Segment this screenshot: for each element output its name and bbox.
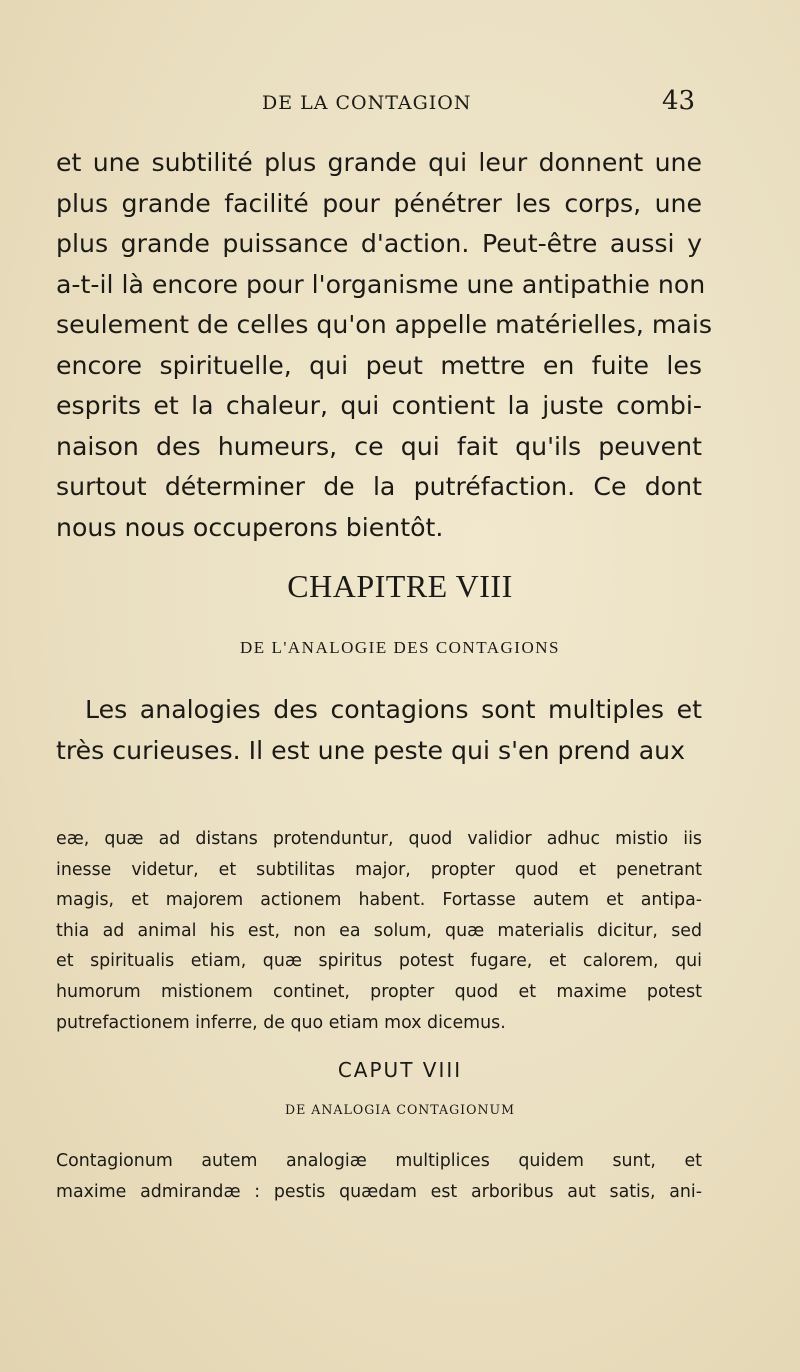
text-line: très curieuses. Il est une peste qui s'en prend aux <box>56 735 686 765</box>
text-line: encore spirituelle, qui peut mettre en fuite les <box>56 350 702 380</box>
running-head: DE LA CONTAGION <box>262 92 472 114</box>
text-line: humorum mistionem continet, propter quod et maxime potest <box>56 981 702 1002</box>
latin-chapter-title: CAPUT VIII <box>337 1058 463 1082</box>
text-line: a-t-il là encore pour l'organisme une antipathie non <box>56 269 706 299</box>
text-line: seulement de celles qu'on appelle matérielles, mais <box>56 310 712 339</box>
latin-chapter-subtitle: DE ANALOGIA CONTAGIONUM <box>285 1102 515 1117</box>
latin-paragraph-1 <box>56 824 702 1038</box>
text-line: surtout déterminer de la putréfaction. Ce dont <box>56 472 702 501</box>
text-line: et une subtilité plus grande qui leur donnent une <box>56 148 702 177</box>
text-line: plus grande puissance d'action. Peut-être aussi y <box>56 229 702 258</box>
text-line: et spiritualis etiam, quæ spiritus potest fugare, et calorem, qui <box>56 951 702 972</box>
text-line: maxime admirandæ : pestis quædam est arboribus aut satis, ani- <box>56 1181 702 1202</box>
text-line: nous nous occuperons bientôt. <box>56 512 444 542</box>
latin-paragraph-2 <box>56 1146 702 1207</box>
french-paragraph-1 <box>56 143 712 548</box>
french-paragraph-2 <box>56 690 702 771</box>
text-line: Les analogies des contagions sont multiples et <box>85 695 702 724</box>
text-line: eæ, quæ ad distans protenduntur, quod validior adhuc mistio iis <box>56 829 702 849</box>
chapter-subtitle: DE L'ANALOGIE DES CONTAGIONS <box>240 638 560 657</box>
text-line: Contagionum autem analogiæ multiplices quidem sunt, et <box>56 1151 702 1171</box>
text-line: esprits et la chaleur, qui contient la juste combi- <box>56 391 702 420</box>
page-number: 43 <box>662 86 696 116</box>
text-line: inesse videtur, et subtilitas major, propter quod et penetrant <box>56 859 702 880</box>
text-line: putrefactionem inferre, de quo etiam mox dicemus. <box>56 1012 506 1033</box>
text-line: plus grande facilité pour pénétrer les corps, une <box>56 188 702 218</box>
text-line: naison des humeurs, ce qui fait qu'ils peuvent <box>56 431 702 461</box>
text-line: magis, et majorem actionem habent. Fortasse autem et antipa- <box>56 890 702 911</box>
chapter-title: CHAPITRE VIII <box>287 568 513 604</box>
text-line: thia ad animal his est, non ea solum, quæ materialis dicitur, sed <box>56 920 702 941</box>
